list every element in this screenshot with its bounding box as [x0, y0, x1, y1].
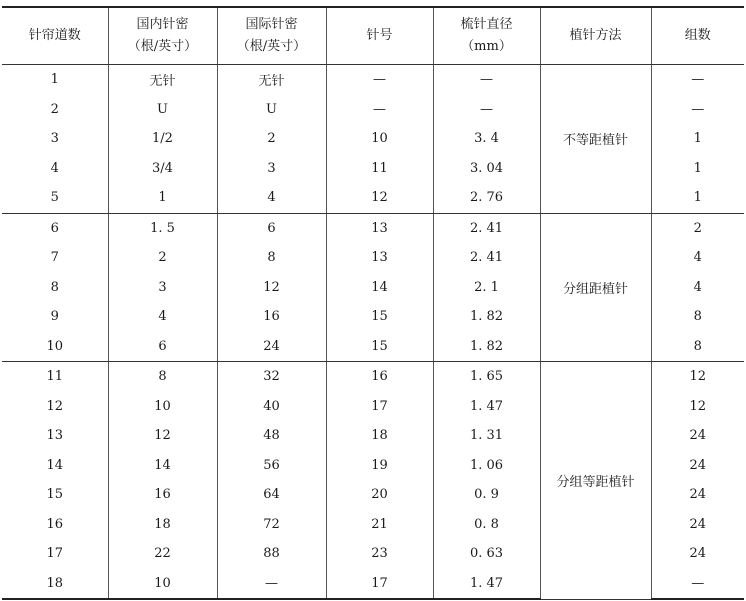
table-row: [2, 362, 744, 392]
header-domestic-density: 国内针密 （根/英寸）: [108, 7, 217, 65]
header-group-count: 组数: [651, 7, 744, 65]
cell-apron-count: 5: [2, 183, 108, 213]
cell-domestic-density: 无针: [108, 65, 217, 95]
cell-domestic-density: 1. 5: [108, 213, 217, 243]
cell-planting-method: 分组距植针: [540, 213, 651, 362]
cell-apron-count: 2: [2, 95, 108, 125]
cell-apron-count: 7: [2, 243, 108, 273]
cell-group-count: 1: [693, 160, 702, 176]
cell-apron-count: 4: [2, 154, 108, 184]
cell-domestic-density: 2: [108, 243, 217, 273]
cell-international-density: 2: [217, 124, 326, 154]
cell-international-density: 64: [217, 480, 326, 510]
cell-needle-diameter: 1. 47: [433, 392, 540, 422]
cell-group-count: 24: [689, 428, 707, 444]
cell-apron-count: 16: [2, 510, 108, 540]
cell-needle-diameter: 3. 4: [433, 124, 540, 154]
cell-needle-number: 10: [326, 124, 433, 154]
table-body: [2, 65, 744, 600]
cell-needle-diameter: 2. 76: [433, 183, 540, 213]
header-international-density: 国际针密 （根/英寸）: [217, 7, 326, 65]
table-header: [2, 7, 744, 65]
cell-needle-diameter: 1. 82: [433, 302, 540, 332]
cell-needle-number: 17: [326, 392, 433, 422]
cell-needle-diameter: 0. 8: [433, 510, 540, 540]
header-needle-number: 针号: [326, 7, 433, 65]
cell-group-count: 1: [651, 183, 744, 213]
cell-needle-diameter: 2. 41: [433, 213, 540, 243]
cell-apron-count: 3: [2, 124, 108, 154]
cell-needle-number: 19: [326, 451, 433, 481]
cell-apron-count: 12: [2, 392, 108, 422]
header-needle-diameter: 梳针直径 （mm）: [433, 7, 540, 65]
cell-needle-diameter: 0. 63: [433, 539, 540, 569]
cell-needle-diameter: 2. 41: [433, 243, 540, 273]
cell-needle-number: 15: [326, 302, 433, 332]
cell-group-count: 24: [689, 487, 707, 503]
cell-international-density: 40: [217, 392, 326, 422]
cell-group-count: —: [651, 569, 744, 600]
cell-domestic-density: 10: [108, 392, 217, 422]
cell-domestic-density: 6: [108, 332, 217, 362]
cell-domestic-density: 1: [108, 183, 217, 213]
cell-needle-number: 17: [326, 569, 433, 600]
cell-needle-number: —: [326, 65, 433, 95]
cell-domestic-density: 8: [108, 362, 217, 392]
cell-apron-count: 8: [2, 273, 108, 303]
cell-international-density: 56: [217, 451, 326, 481]
table-row: [2, 213, 744, 243]
cell-needle-diameter: —: [433, 65, 540, 95]
cell-planting-method: 分组等距植针: [540, 362, 651, 600]
cell-needle-number: —: [326, 95, 433, 125]
cell-needle-diameter: 1. 82: [433, 332, 540, 362]
cell-domestic-density: U: [108, 95, 217, 125]
cell-needle-number: 23: [326, 539, 433, 569]
cell-needle-number: 13: [326, 243, 433, 273]
cell-needle-number: 14: [326, 273, 433, 303]
cell-apron-count: 1: [2, 65, 108, 95]
cell-international-density: 12: [217, 273, 326, 303]
cell-apron-count: 14: [2, 451, 108, 481]
cell-domestic-density: 4: [108, 302, 217, 332]
cell-domestic-density: 22: [108, 539, 217, 569]
cell-needle-diameter: 1. 06: [433, 451, 540, 481]
cell-group-count: 12: [689, 398, 707, 414]
cell-needle-diameter: 2. 1: [433, 273, 540, 303]
cell-international-density: 88: [217, 539, 326, 569]
cell-domestic-density: 18: [108, 510, 217, 540]
cell-needle-number: 13: [326, 213, 433, 243]
cell-domestic-density: 12: [108, 421, 217, 451]
cell-group-count: 24: [689, 546, 707, 562]
cell-apron-count: 11: [2, 362, 108, 392]
cell-international-density: 24: [217, 332, 326, 362]
cell-group-count: 8: [693, 309, 702, 325]
cell-needle-number: 12: [326, 183, 433, 213]
cell-apron-count: 17: [2, 539, 108, 569]
cell-needle-number: 16: [326, 362, 433, 392]
cell-needle-number: 18: [326, 421, 433, 451]
cell-international-density: 72: [217, 510, 326, 540]
cell-needle-diameter: 1. 31: [433, 421, 540, 451]
cell-needle-diameter: 0. 9: [433, 480, 540, 510]
cell-international-density: 3: [217, 154, 326, 184]
cell-international-density: 无针: [217, 65, 326, 95]
cell-group-count: —: [691, 72, 705, 88]
cell-needle-diameter: —: [433, 95, 540, 125]
cell-international-density: 16: [217, 302, 326, 332]
cell-needle-diameter: 1. 65: [433, 362, 540, 392]
cell-needle-number: 15: [326, 332, 433, 362]
cell-apron-count: 6: [2, 213, 108, 243]
cell-planting-method: 不等距植针: [540, 65, 651, 214]
cell-domestic-density: 14: [108, 451, 217, 481]
cell-domestic-density: 1/2: [108, 124, 217, 154]
cell-international-density: 4: [217, 183, 326, 213]
cell-international-density: 32: [217, 362, 326, 392]
cell-international-density: 48: [217, 421, 326, 451]
cell-apron-count: 9: [2, 302, 108, 332]
header-planting-method: 植针方法: [540, 7, 651, 65]
cell-international-density: 6: [217, 213, 326, 243]
cell-international-density: U: [217, 95, 326, 125]
cell-apron-count: 18: [2, 569, 108, 600]
cell-needle-diameter: 1. 47: [433, 569, 540, 600]
cell-international-density: 8: [217, 243, 326, 273]
cell-domestic-density: 10: [108, 569, 217, 600]
cell-group-count: 24: [689, 457, 707, 473]
cell-group-count: 1: [693, 131, 702, 147]
cell-international-density: —: [217, 569, 326, 600]
cell-group-count: 12: [689, 369, 707, 385]
cell-group-count: 2: [693, 220, 702, 236]
cell-needle-diameter: 3. 04: [433, 154, 540, 184]
cell-apron-count: 13: [2, 421, 108, 451]
cell-needle-number: 20: [326, 480, 433, 510]
cell-needle-number: 11: [326, 154, 433, 184]
cell-needle-number: 21: [326, 510, 433, 540]
cell-domestic-density: 3/4: [108, 154, 217, 184]
cell-group-count: 8: [651, 332, 744, 362]
header-row: [2, 7, 744, 65]
cell-apron-count: 15: [2, 480, 108, 510]
header-apron-count: 针帘道数: [2, 7, 108, 65]
cell-group-count: —: [691, 101, 705, 117]
cell-group-count: 4: [693, 250, 702, 266]
cell-domestic-density: 3: [108, 273, 217, 303]
cell-group-count: 4: [693, 279, 702, 295]
cell-apron-count: 10: [2, 332, 108, 362]
cell-domestic-density: 16: [108, 480, 217, 510]
needle-density-table: [2, 6, 744, 600]
cell-group-count: 24: [689, 516, 707, 532]
table-row: [2, 65, 744, 95]
